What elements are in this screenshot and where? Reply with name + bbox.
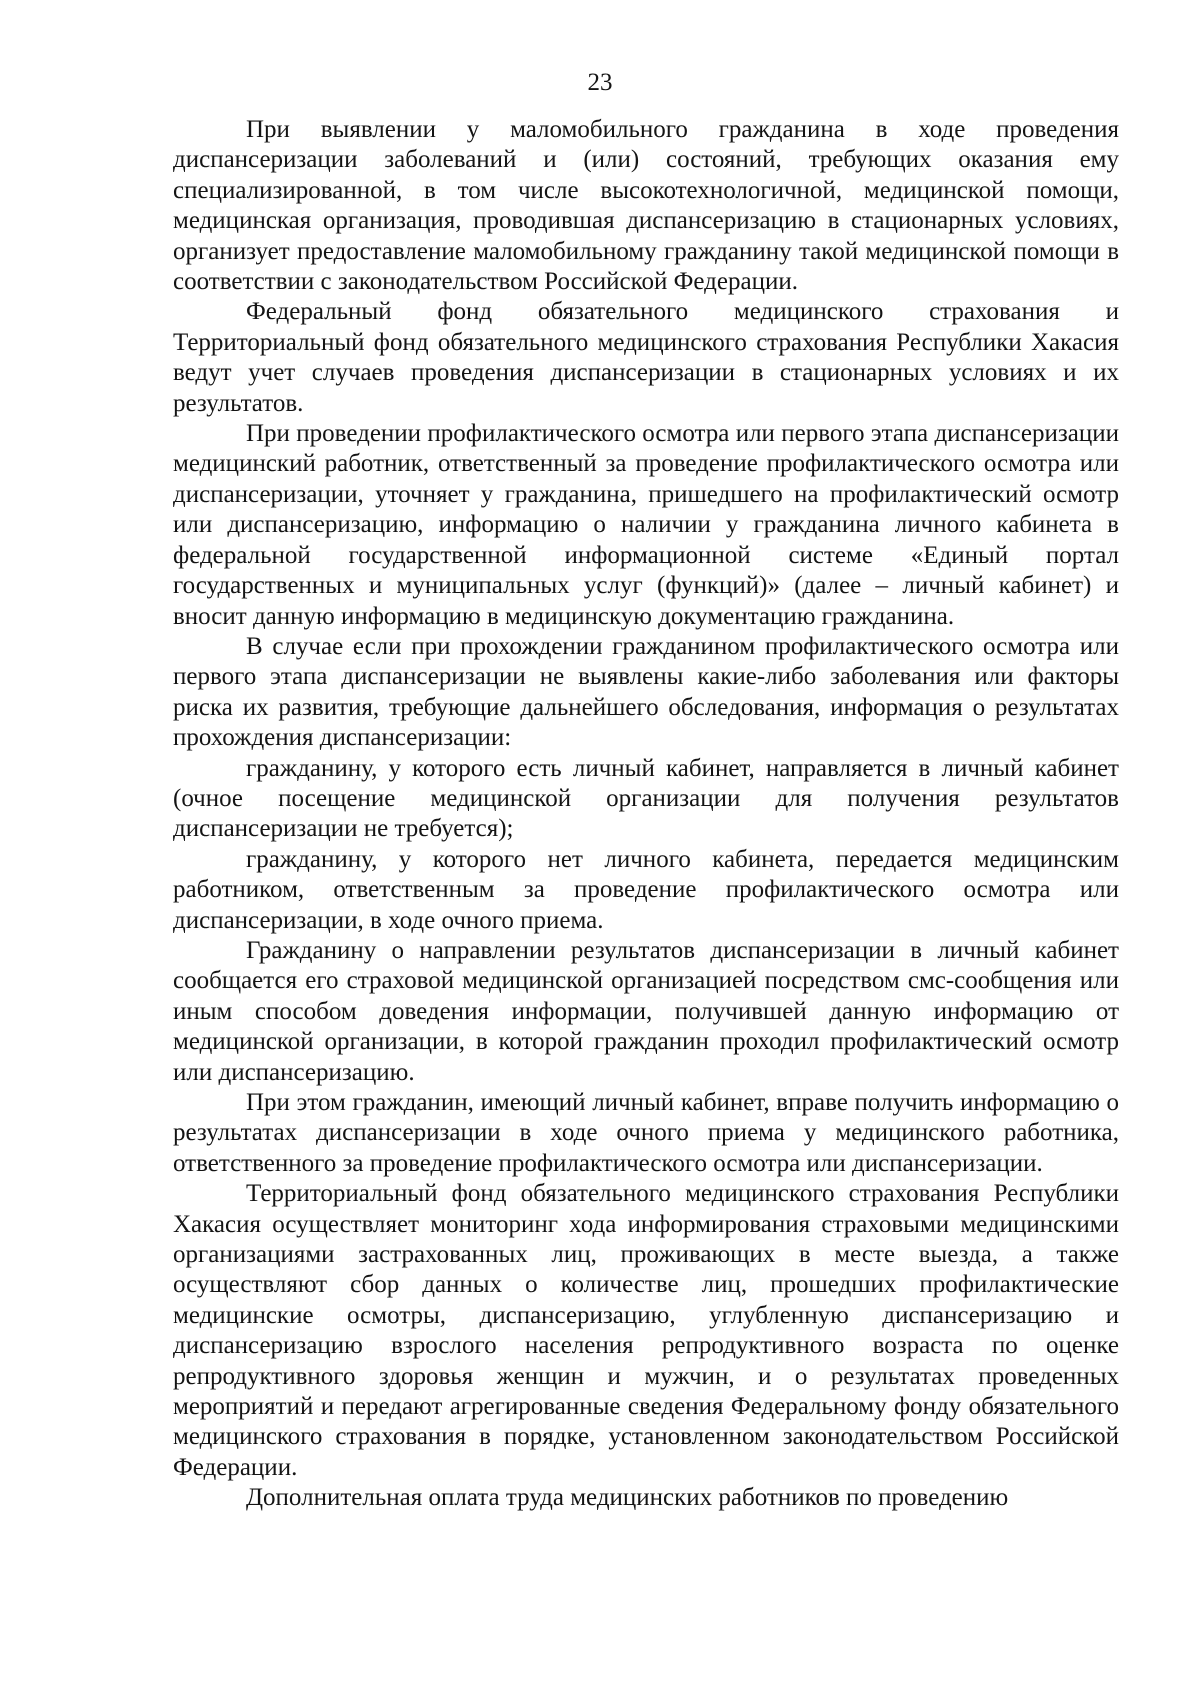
paragraph-personal-account-check: При проведении профилактического осмотра или первого этапа диспансеризации медицинский работник, ответственный за проведение профилактического осмотра или диспансеризации, уточняет у гражданина, пришедшего на профилактический осмотр или диспансеризацию, информацию о наличии у гражданина личного кабинета в федеральной государственной информационной системе «Единый портал государственных и муниципальных услуг (функций)» (далее – личный кабинет) и вносит данную информацию в медицинскую документацию гражданина. — [173, 420, 1119, 630]
paragraph-with-personal-account: гражданину, у которого есть личный кабинет, направляется в личный кабинет (очное посещение медицинской организации для получения результатов диспансеризации не требуется); — [173, 754, 1119, 843]
paragraph-in-person-results: При этом гражданин, имеющий личный кабинет, вправе получить информацию о результатах диспансеризации в ходе очного приема у медицинского работника, ответственного за проведение профилактического осмотра или диспансеризации. — [173, 1089, 1119, 1177]
page-number: 23 — [587, 69, 613, 96]
paragraph-sms-notification: Гражданину о направлении результатов диспансеризации в личный кабинет сообщается его страховой медицинской организацией посредством смс-сообщения или иным способом доведения информации, получившей данную информацию от медицинской организации, в которой гражданин проходил профилактический осмотр или диспансеризацию. — [173, 936, 1119, 1086]
document-body — [173, 115, 1119, 1514]
paragraph-results-notification: В случае если при прохождении гражданином профилактического осмотра или первого этапа диспансеризации не выявлены какие-либо заболевания или факторы риска их развития, требующие дальнейшего обследования, информация о результатах прохождения диспансеризации: — [173, 632, 1119, 752]
paragraph-insurance-funds-accounting: Федеральный фонд обязательного медицинского страхования и Территориальный фонд обязательного медицинского страхования Республики Хакасия ведут учет случаев проведения диспансеризации в стационарных условиях и их результатов. — [173, 298, 1119, 417]
paragraph-territorial-fund-monitoring: Территориальный фонд обязательного медицинского страхования Республики Хакасия осуществляет мониторинг хода информирования страховыми медицинскими организациями застрахованных лиц, проживающих в месте выезда, а также осуществляют сбор данных о количестве лиц, прошедших профилактические медицинские осмотры, диспансеризацию, углубленную диспансеризацию и диспансеризацию взрослого населения репродуктивного возраста по оценке репродуктивного здоровья женщин и мужчин, и о результатах проведенных мероприятий и передают агрегированные сведения Федеральному фонду обязательного медицинского страхования в порядке, установленном законодательством Российской Федерации. — [173, 1180, 1119, 1481]
paragraph-low-mobility-care: При выявлении у маломобильного гражданина в ходе проведения диспансеризации заболеваний и (или) состояний, требующих оказания ему специализированной, в том числе высокотехнологичной, медицинской помощи, медицинская организация, проводившая диспансеризацию в стационарных условиях, организует предоставление маломобильному гражданину такой медицинской помощи в соответствии с законодательством Российской Федерации. — [173, 116, 1119, 296]
paragraph-without-personal-account: гражданину, у которого нет личного кабинета, передается медицинским работником, ответственным за проведение профилактического осмотра или диспансеризации, в ходе очного приема. — [173, 845, 1119, 934]
paragraph-additional-payment: Дополнительная оплата труда медицинских работников по проведению — [246, 1484, 1009, 1512]
